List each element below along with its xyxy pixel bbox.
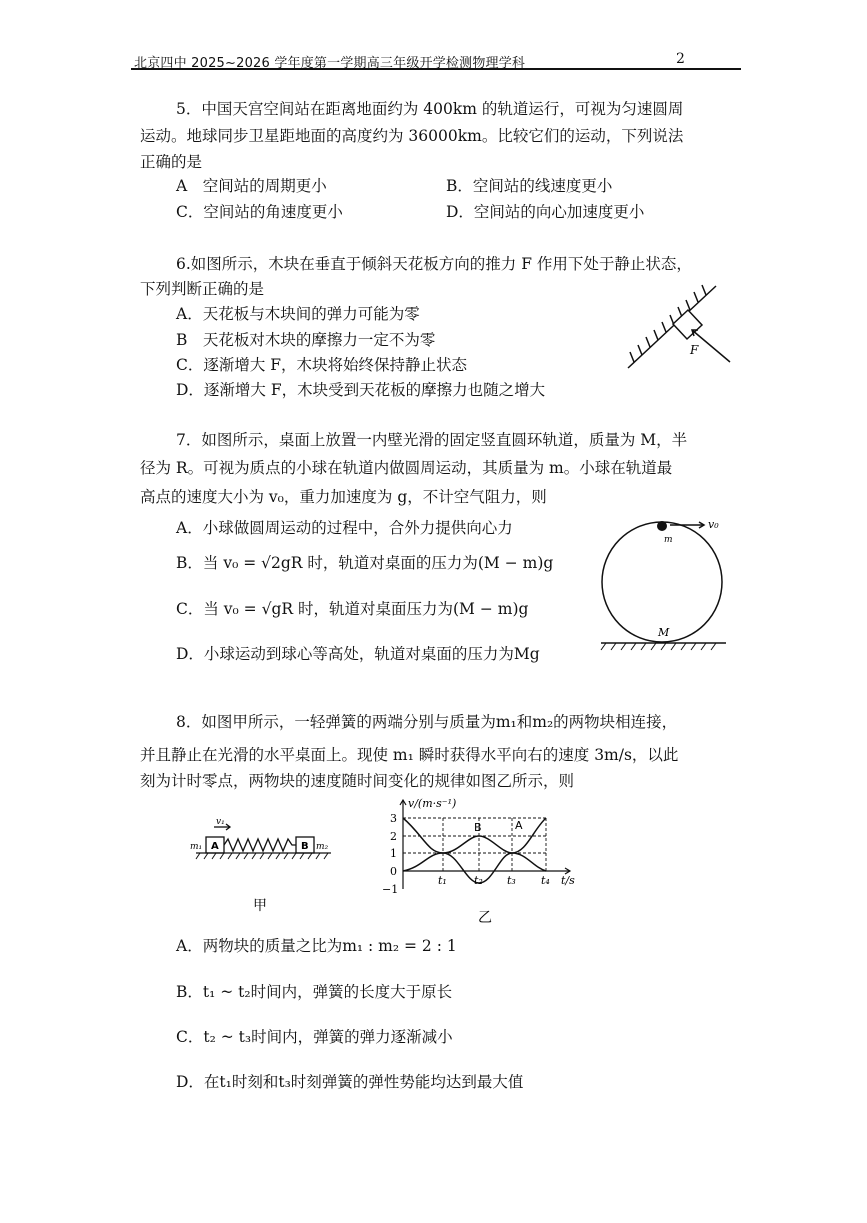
v1-label: v₁ (216, 817, 225, 827)
q7-figure-circular-track (596, 512, 736, 657)
q6-option-a: A．天花板与木块间的弹力可能为零 (176, 305, 420, 323)
ytick-2: 2 (390, 830, 397, 843)
block-a-label: A (211, 841, 219, 852)
xtick-t4: t₄ (541, 874, 550, 887)
ceiling-line (628, 286, 716, 368)
q7-line-2: 径为 R。可视为质点的小球在轨道内做圆周运动，其质量为 m。小球在轨道最 (140, 459, 673, 477)
q6-option-b: B 天花板对木块的摩擦力一定不为零 (176, 331, 436, 349)
q5-line-2: 运动。地球同步卫星距地面的高度约为 36000km。比较它们的运动，下列说法 (140, 127, 684, 145)
x-axis-label: t/s (561, 874, 575, 887)
m-label: m (664, 535, 673, 545)
q7-line-1: 7．如图所示，桌面上放置一内壁光滑的固定竖直圆环轨道，质量为 M，半 (176, 431, 688, 449)
ytick-0: 0 (390, 865, 397, 878)
q7-option-d: D．小球运动到球心等高处，轨道对桌面的压力为Mg (176, 645, 540, 663)
q8-line-3: 刻为计时零点，两物块的速度随时间变化的规律如图乙所示，则 (140, 772, 575, 790)
M-label: M (658, 626, 670, 639)
q6-option-c: C．逐渐增大 F，木块将始终保持静止状态 (176, 356, 468, 374)
q7-option-b: B．当 v₀ = √2gR 时，轨道对桌面的压力为(M − m)g (176, 554, 554, 572)
q8-line-2: 并且静止在光滑的水平桌面上。现使 m₁ 瞬时获得水平向右的速度 3m/s，以此 (140, 746, 679, 764)
q8-figure-jia-spring-blocks (186, 815, 336, 915)
xtick-t3: t₃ (507, 874, 516, 887)
q6-line-1: 6.如图所示，木块在垂直于倾斜天花板方向的推力 F 作用下处于静止状态， (176, 255, 692, 273)
q8-option-b: B．t₁ ~ t₂时间内，弹簧的长度大于原长 (176, 983, 453, 1001)
v0-label: v₀ (708, 518, 719, 531)
ytick-1: 1 (390, 847, 397, 860)
ytick-neg1: −1 (382, 883, 399, 896)
ytick-3: 3 (390, 812, 397, 825)
q7-line-3: 高点的速度大小为 v₀，重力加速度为 g，不计空气阻力，则 (140, 488, 547, 506)
q7-option-a: A．小球做圆周运动的过程中，合外力提供向心力 (176, 519, 513, 537)
force-label: F (690, 343, 699, 357)
q5-line-1: 5．中国天宫空间站在距离地面约为 400km 的轨道运行，可视为匀速圆周 (176, 100, 684, 118)
header-rule (131, 68, 741, 70)
q8-figure-yi-vt-graph (368, 795, 588, 930)
q5-option-a: A 空间站的周期更小 (176, 177, 327, 195)
q6-line-2: 下列判断正确的是 (140, 280, 265, 298)
page-header-title: 北京四中 2025~2026 学年度第一学期高三年级开学检测物理学科 (134, 56, 526, 71)
curve-label-b: B (474, 821, 482, 834)
q8-option-a: A．两物块的质量之比为m₁ : m₂ = 2 : 1 (176, 937, 457, 955)
caption-jia: 甲 (253, 898, 267, 914)
small-ball (657, 521, 667, 531)
q6-figure-inclined-ceiling (620, 282, 740, 377)
q7-option-c: C．当 v₀ = √gR 时，轨道对桌面压力为(M − m)g (176, 600, 529, 618)
page-number: 2 (676, 51, 685, 67)
xtick-t1: t₁ (438, 874, 447, 887)
q8-option-c: C．t₂ ~ t₃时间内，弹簧的弹力逐渐减小 (176, 1028, 453, 1046)
q5-line-3: 正确的是 (140, 153, 203, 171)
circular-track (602, 522, 722, 642)
caption-yi: 乙 (478, 910, 492, 926)
q5-option-b: B．空间站的线速度更小 (446, 177, 613, 195)
q5-option-d: D．空间站的向心加速度更小 (446, 203, 645, 221)
q8-option-d: D．在t₁时刻和t₃时刻弹簧的弹性势能均达到最大值 (176, 1073, 524, 1091)
curve-label-a: A (515, 819, 523, 832)
xtick-t2: t₂ (474, 874, 483, 887)
q5-option-c: C．空间站的角速度更小 (176, 203, 343, 221)
m2-label: m₂ (316, 842, 329, 852)
q6-option-d: D．逐渐增大 F，木块受到天花板的摩擦力也随之增大 (176, 381, 546, 399)
block-b-label: B (301, 841, 309, 852)
q8-line-1: 8．如图甲所示，一轻弹簧的两端分别与质量为m₁和m₂的两物块相连接， (176, 713, 678, 731)
y-axis-label: v/(m·s⁻¹) (408, 797, 457, 810)
m1-label: m₁ (190, 842, 203, 852)
spring (224, 839, 296, 851)
